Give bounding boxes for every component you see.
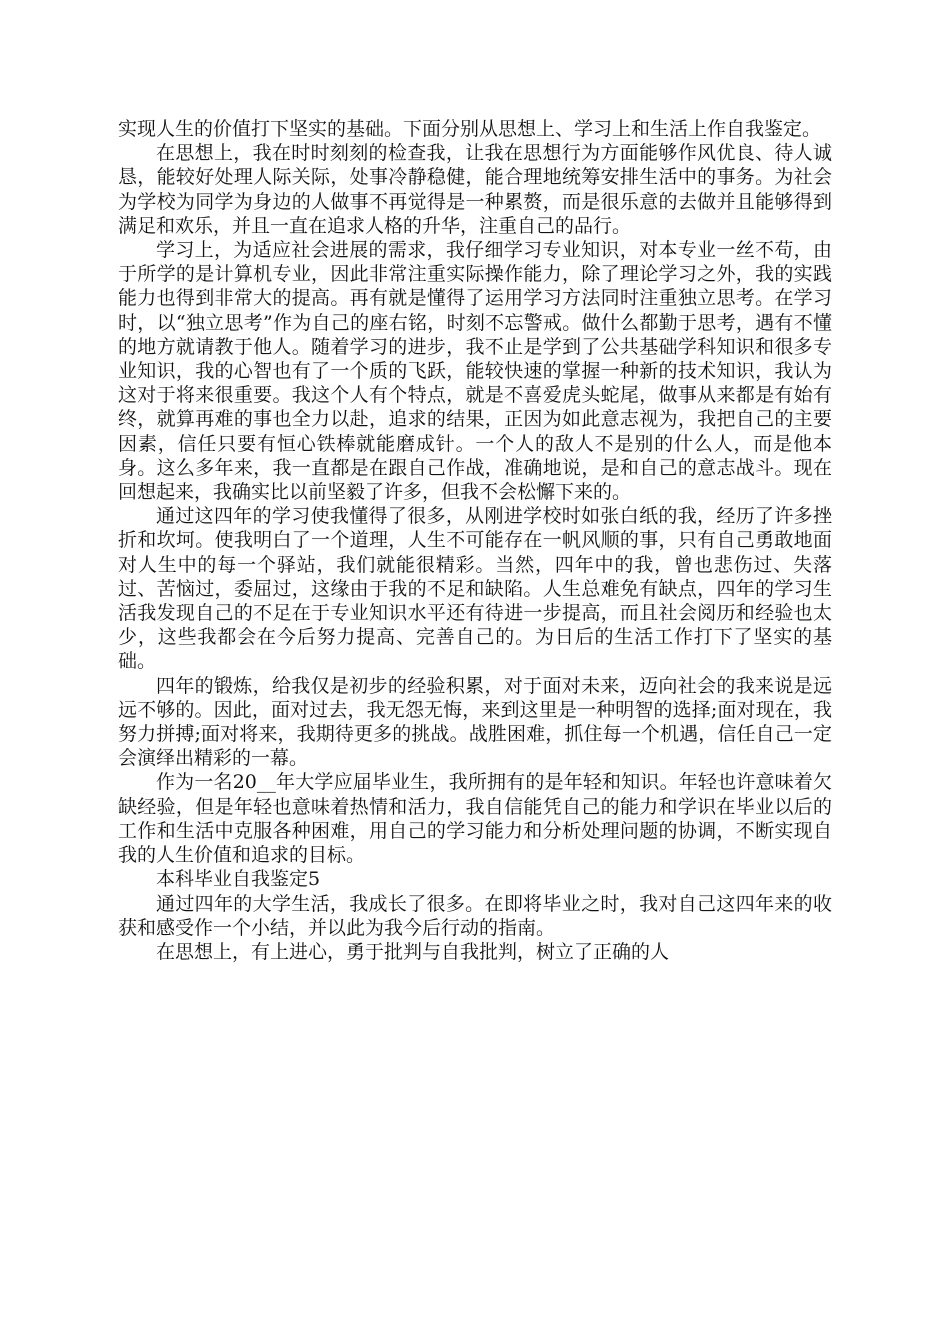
paragraph-summary: 通过四年的大学生活，我成长了很多。在即将毕业之时，我对自己这四年来的收获和感受作一个小结，并以此为我今后行动的指南。 xyxy=(118,892,832,939)
paragraph-training: 四年的锻炼，给我仅是初步的经验积累，对于面对未来，迈向社会的我来说是远远不够的。因此，面对过去，我无怨无悔，来到这里是一种明智的选择;面对现在，我努力拼搏;面对将来，我期待更多的挑战。战胜困难，抓住每一个机遇，信任自己一定会演绎出精彩的一幕。 xyxy=(118,674,832,770)
section-heading: 本科毕业自我鉴定5 xyxy=(156,868,321,891)
paragraph-thought-2: 在思想上，有上进心，勇于批判与自我批判，树立了正确的人 xyxy=(156,940,670,963)
document-body xyxy=(118,117,832,964)
paragraph-study: 学习上，为适应社会进展的需求，我仔细学习专业知识，对本专业一丝不苟，由于所学的是计算机专业，因此非常注重实际操作能力，除了理论学习之外，我的实践能力也得到非常大的提高。再有就是懂得了运用学习方法同时注重独立思考。在学习时，以“独立思考”作为自己的座右铭，时刻不忘警戒。做什么都勤于思考，遇有不懂的地方就请教于他人。随着学习的进步，我不止是学到了公共基础学科知识和很多专业知识，我的心智也有了一个质的飞跃，能较快速的掌握一种新的技术知识，我认为这对于将来很重要。我这个人有个特点，就是不喜爱虎头蛇尾，做事从来都是有始有终，就算再难的事也全力以赴，追求的结果，正因为如此意志视为，我把自己的主要因素，信任只要有恒心铁棒就能磨成针。一个人的敌人不是别的什么人，而是他本身。这么多年来，我一直都是在跟自己作战，准确地说，是和自己的意志战斗。现在回想起来，我确实比以前坚毅了许多，但我不会松懈下来的。 xyxy=(118,239,832,504)
paragraph-thought: 在思想上，我在时时刻刻的检查我，让我在思想行为方面能够作风优良、待人诚恳，能较好处理人际关际，处事冷静稳健，能合理地统筹安排生活中的事务。为社会为学校为同学为身边的人做事不再觉得是一种累赘，而是很乐意的去做并且能够得到满足和欢乐，并且一直在追求人格的升华，注重自己的品行。 xyxy=(118,142,832,237)
paragraph-continuation: 实现人生的价值打下坚实的基础。下面分别从思想上、学习上和生活上作自我鉴定。 xyxy=(118,118,822,140)
paragraph-graduate: 作为一名20__年大学应届毕业生，我所拥有的是年轻和知识。年轻也许意味着欠缺经验，但是年轻也意味着热情和活力，我自信能凭自己的能力和学识在毕业以后的工作和生活中克服各种困难，用自己的学习能力和分析处理问题的协调，不断实现自我的人生价值和追求的目标。 xyxy=(118,771,832,867)
paragraph-four-years: 通过这四年的学习使我懂得了很多，从刚进学校时如张白纸的我，经历了许多挫折和坎坷。使我明白了一个道理，人生不可能存在一帆风顺的事，只有自己勇敢地面对人生中的每一个驿站，我们就能很精彩。当然，四年中的我，曾也悲伤过、失落过、苦恼过，委屈过，这缘由于我的不足和缺陷。人生总难免有缺点，四年的学习生活我发现自己的不足在于专业知识水平还有待进一步提高，而且社会阅历和经验也太少，这些我都会在今后努力提高、完善自己的。为日后的生活工作打下了坚实的基础。 xyxy=(118,505,832,673)
